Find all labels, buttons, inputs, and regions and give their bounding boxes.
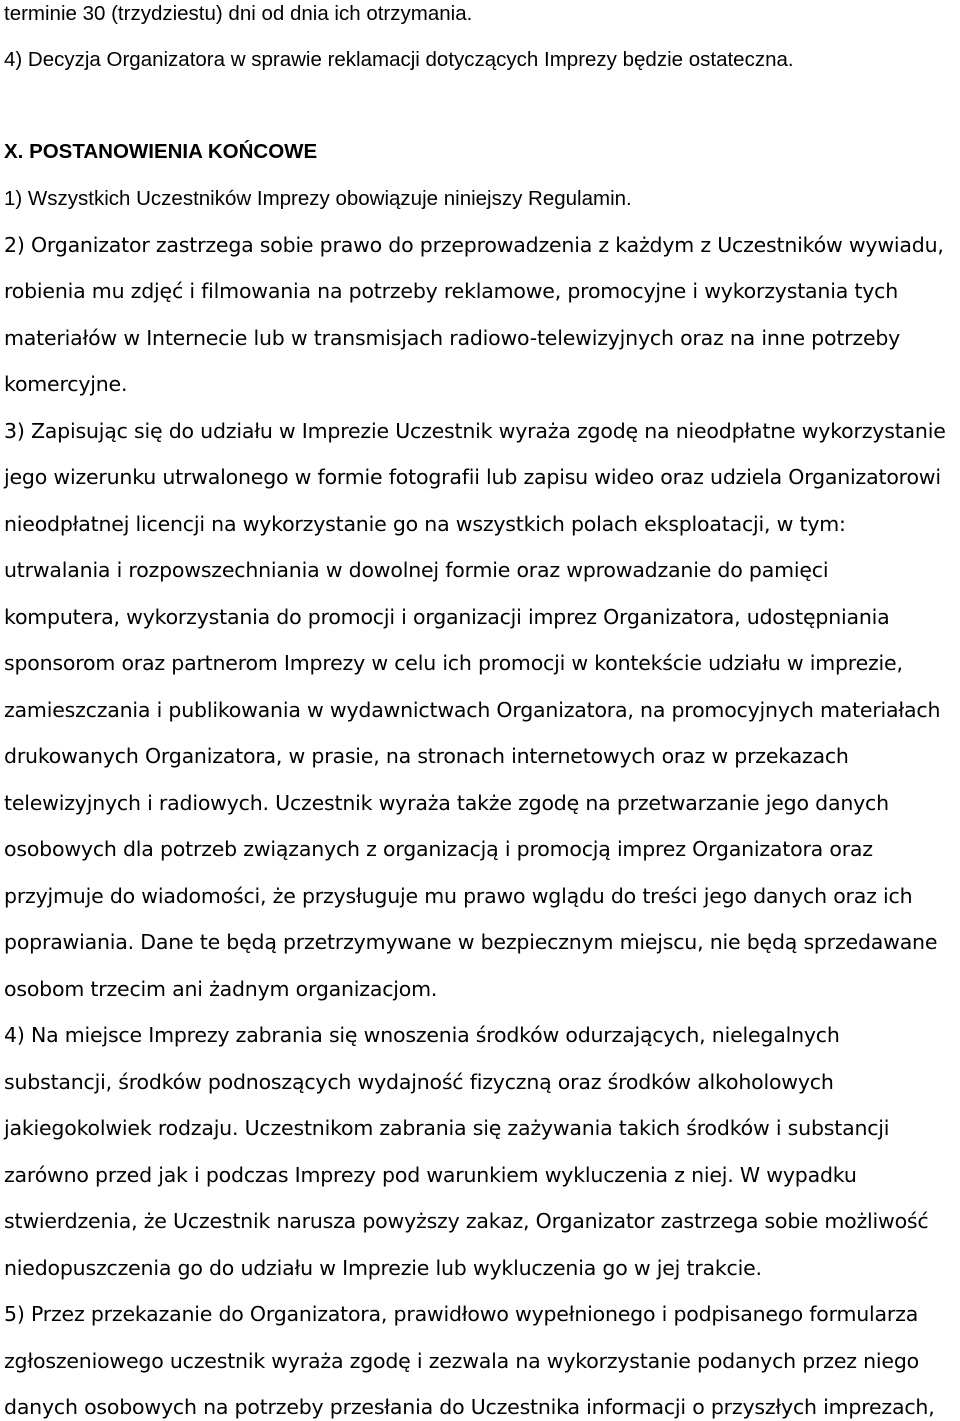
text-line: 4) Decyzja Organizatora w sprawie reklamacji dotyczących Imprezy będzie ostateczna. [4, 48, 794, 71]
text-line: niedopuszczenia go do udziału w Imprezie lub wykluczenia go w jej trakcie. [4, 1256, 762, 1280]
text-line: 3) Zapisując się do udziału w Imprezie Uczestnik wyraża zgodę na nieodpłatne wykorzystanie [4, 419, 946, 443]
text-line: drukowanych Organizatora, w prasie, na stronach internetowych oraz w przekazach [4, 744, 849, 768]
text-line: zgłoszeniowego uczestnik wyraża zgodę i zezwala na wykorzystanie podanych przez niego [4, 1349, 919, 1373]
text-line: materiałów w Internecie lub w transmisjach radiowo-telewizyjnych oraz na inne potrzeby [4, 326, 901, 350]
text-line: poprawiania. Dane te będą przetrzymywane w bezpiecznym miejscu, nie będą sprzedawane [4, 930, 938, 954]
text-line: substancji, środków podnoszących wydajność fizyczną oraz środków alkoholowych [4, 1070, 834, 1094]
text-line: przyjmuje do wiadomości, że przysługuje mu prawo wglądu do treści jego danych oraz ich [4, 884, 913, 908]
text-line: 2) Organizator zastrzega sobie prawo do przeprowadzenia z każdym z Uczestników wywiadu, [4, 233, 944, 257]
section-heading: X. POSTANOWIENIA KOŃCOWE [4, 140, 318, 163]
text-line: 1) Wszystkich Uczestników Imprezy obowiązuje niniejszy Regulamin. [4, 187, 632, 210]
text-line: zarówno przed jak i podczas Imprezy pod warunkiem wykluczenia z niej. W wypadku [4, 1163, 857, 1187]
text-line: jego wizerunku utrwalonego w formie fotografii lub zapisu wideo oraz udziela Organizatorowi [4, 465, 941, 489]
text-line: stwierdzenia, że Uczestnik narusza powyższy zakaz, Organizator zastrzega sobie możliwość [4, 1209, 929, 1233]
text-line: danych osobowych na potrzeby przesłania do Uczestnika informacji o przyszłych imprezach, [4, 1395, 935, 1419]
text-line: sponsorom oraz partnerom Imprezy w celu ich promocji w kontekście udziału w imprezie, [4, 651, 903, 675]
text-line: 5) Przez przekazanie do Organizatora, prawidłowo wypełnionego i podpisanego formularza [4, 1302, 919, 1326]
text-line: osobom trzecim ani żadnym organizacjom. [4, 977, 438, 1001]
text-line: terminie 30 (trzydziestu) dni od dnia ich otrzymania. [4, 2, 473, 25]
text-line: osobowych dla potrzeb związanych z organizacją i promocją imprez Organizatora oraz [4, 837, 873, 861]
text-line: utrwalania i rozpowszechniania w dowolnej formie oraz wprowadzanie do pamięci [4, 558, 829, 582]
text-line: komercyjne. [4, 372, 128, 396]
text-line: nieodpłatnej licencji na wykorzystanie go na wszystkich polach eksploatacji, w tym: [4, 512, 846, 536]
text-line: komputera, wykorzystania do promocji i organizacji imprez Organizatora, udostępniania [4, 605, 890, 629]
text-line: jakiegokolwiek rodzaju. Uczestnikom zabrania się zażywania takich środków i substancji [4, 1116, 890, 1140]
text-line: telewizyjnych i radiowych. Uczestnik wyraża także zgodę na przetwarzanie jego danych [4, 791, 889, 815]
text-line: zamieszczania i publikowania w wydawnictwach Organizatora, na promocyjnych materiałach [4, 698, 941, 722]
text-line: robienia mu zdjęć i filmowania na potrzeby reklamowe, promocyjne i wykorzystania tych [4, 279, 899, 303]
text-line: 4) Na miejsce Imprezy zabrania się wnoszenia środków odurzających, nielegalnych [4, 1023, 840, 1047]
